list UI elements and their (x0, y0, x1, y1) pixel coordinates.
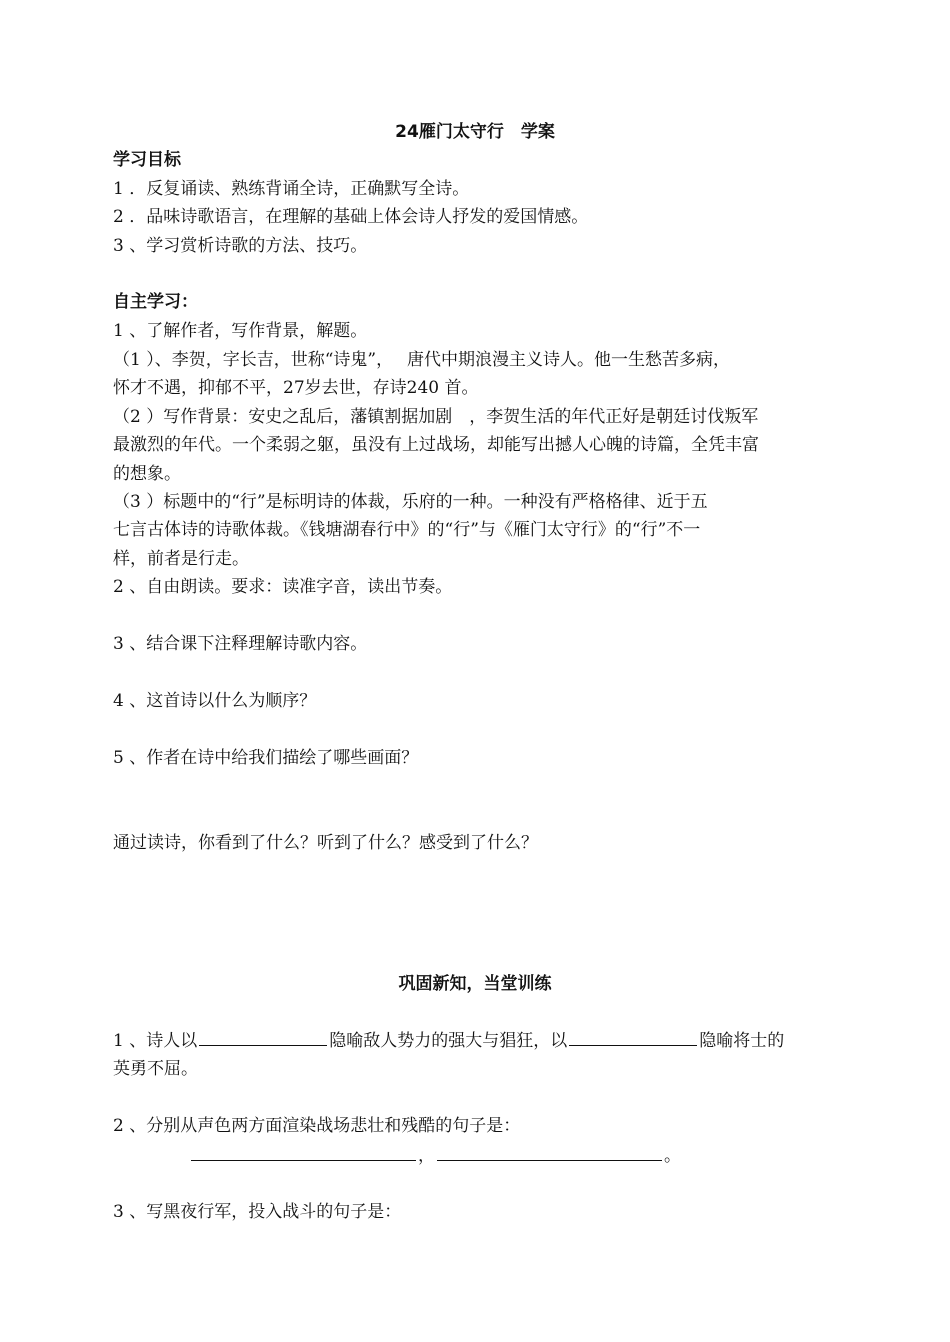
title-explain-line: 七言古体诗的诗歌体裁。《钱塘湖春行中》的“行”与《雁门太守行》的“行”不一 (113, 520, 701, 540)
question-2: 2 、自由朗读。要求：读准字音，读出节奏。 (113, 577, 453, 597)
exercise-2: 2 、分别从声色两方面渲染战场悲壮和残酷的句子是： (113, 1116, 521, 1136)
exercise-1-text: 隐喻敌人势力的强大与猖狂，以 (329, 1031, 568, 1051)
answer-blank[interactable] (569, 1044, 697, 1046)
objective-item: 3 、学习赏析诗歌的方法、技巧。 (113, 236, 368, 256)
background-line: （2 ）写作背景：安史之乱后，藩镇割据加剧 ，李贺生活的年代正好是朝廷讨伐叛军 (113, 407, 759, 427)
self-study-heading: 自主学习： (113, 292, 198, 312)
exercise-1-continued: 英勇不屈。 (113, 1059, 198, 1079)
background-line: 的想象。 (113, 464, 181, 484)
exercise-1-text: 隐喻将士的 (699, 1031, 785, 1051)
background-line: 最激烈的年代。一个柔弱之躯，虽没有上过战场，却能写出撼人心魄的诗篇，全凭丰富 (113, 435, 759, 455)
question-3: 3 、结合课下注释理解诗歌内容。 (113, 634, 368, 654)
author-info-line: （1 ）、李贺，字长吉，世称“诗鬼”， 唐代中期浪漫主义诗人。他一生愁苦多病， (113, 350, 731, 370)
answer-blank[interactable] (199, 1044, 327, 1046)
objective-item: 2 ．品味诗歌语言，在理解的基础上体会诗人抒发的爱国情感。 (113, 207, 589, 227)
practice-heading: 巩固新知，当堂训练 (398, 974, 552, 994)
answer-blank[interactable] (191, 1159, 416, 1161)
objectives-heading: 学习目标 (113, 150, 181, 170)
title-explain-line: （3 ）标题中的“行”是标明诗的体裁，乐府的一种。一种没有严格格律、近于五 (113, 492, 708, 512)
author-info-line: 怀才不遇，抑郁不平，27岁去世，存诗240 首。 (113, 378, 479, 398)
terminator: 。 (664, 1146, 681, 1166)
exercise-2-answer-line (189, 1144, 681, 1168)
exercise-3: 3 、写黑夜行军，投入战斗的句子是： (113, 1202, 402, 1222)
separator: ， (418, 1146, 435, 1166)
question-6: 通过读诗，你看到了什么？听到了什么？感受到了什么？ (113, 833, 538, 853)
question-1: 1 、了解作者，写作背景，解题。 (113, 321, 368, 341)
exercise-1-text: 1 、诗人以 (113, 1031, 198, 1051)
title-explain-line: 样，前者是行走。 (113, 549, 249, 569)
question-4: 4 、这首诗以什么为顺序？ (113, 691, 317, 711)
question-5: 5 、作者在诗中给我们描绘了哪些画面？ (113, 748, 419, 768)
page-title: 24雁门太守行 学案 (395, 122, 555, 142)
answer-blank[interactable] (437, 1159, 662, 1161)
objective-item: 1 ．反复诵读、熟练背诵全诗，正确默写全诗。 (113, 179, 470, 199)
exercise-1 (113, 1029, 784, 1053)
